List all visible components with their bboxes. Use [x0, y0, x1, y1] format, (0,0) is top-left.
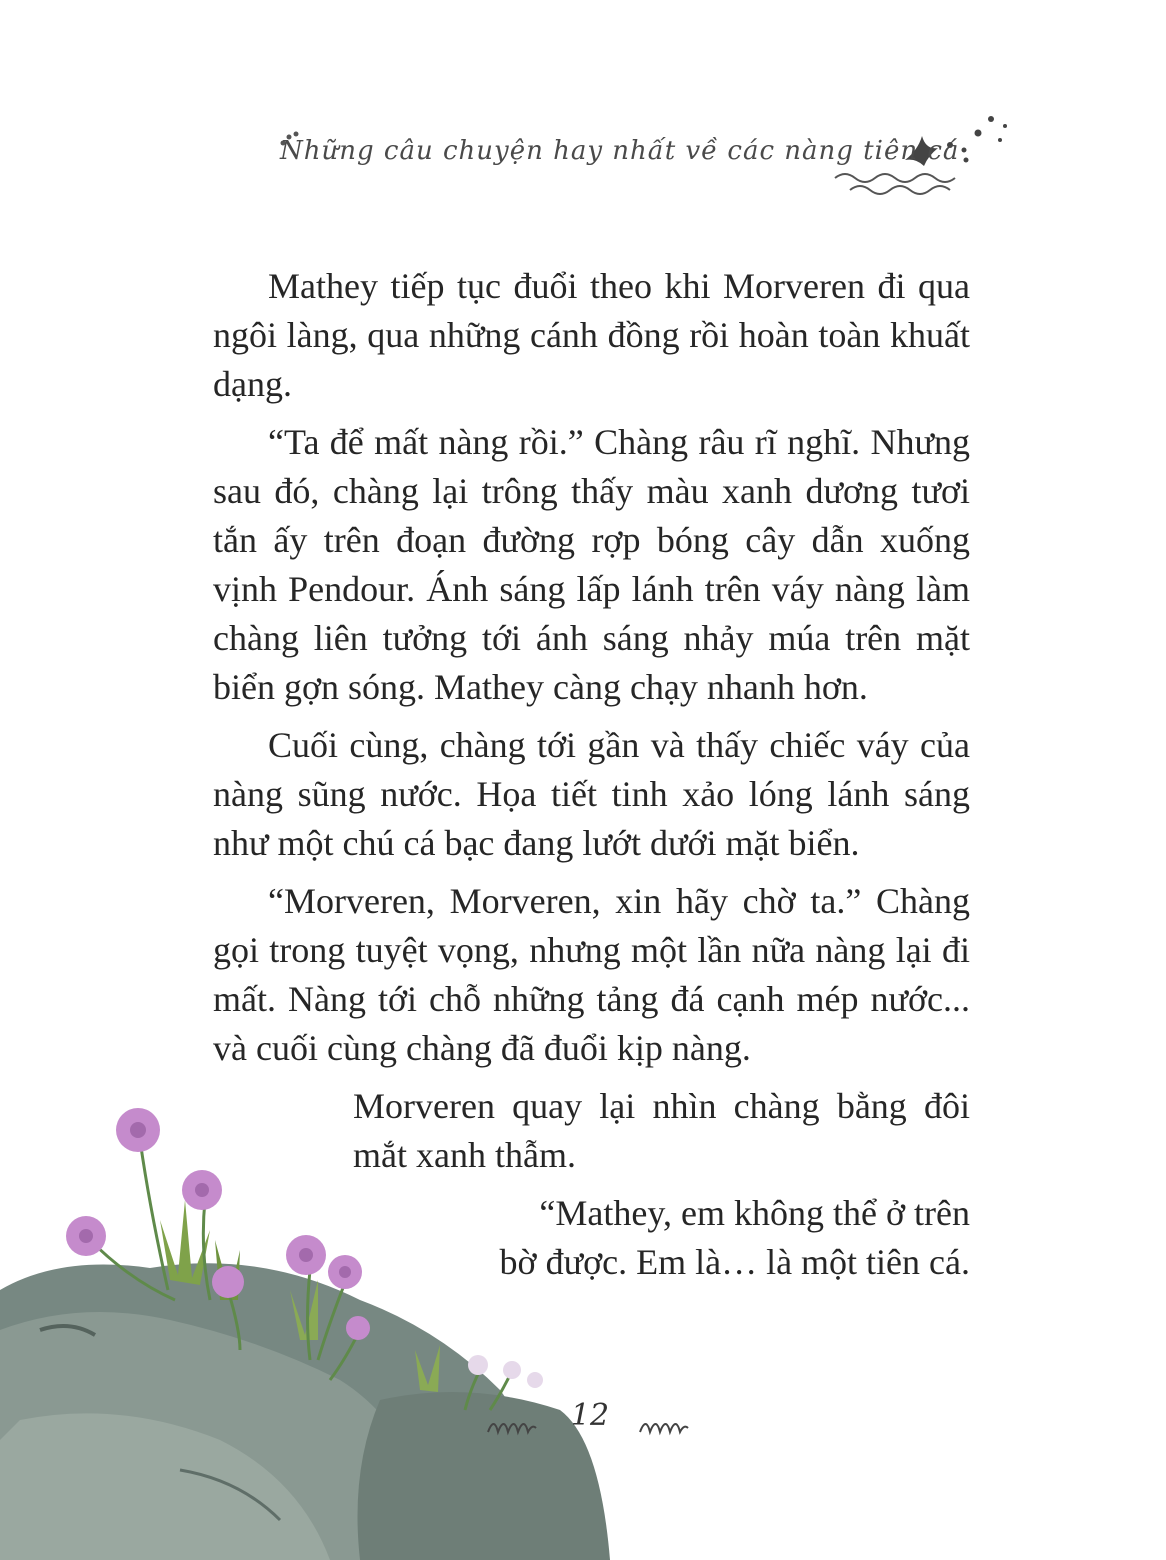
- paragraph: “Morveren, Morveren, xin hãy chờ ta.” Chàng gọi trong tuyệt vọng, nhưng một lần nữa nàng lại đi mất. Nàng tới chỗ những tảng đá cạnh mép nước... và cuối cùng chàng đã đuổi kịp nàng.: [213, 881, 970, 1068]
- header-title: Những câu chuyện hay nhất về các nàng tiên cá: [280, 136, 960, 166]
- paragraph: Mathey tiếp tục đuổi theo khi Morveren đi qua ngôi làng, qua những cánh đồng rồi hoàn toàn khuất dạng.: [213, 266, 970, 404]
- paragraph: “Ta để mất nàng rồi.” Chàng râu rĩ nghĩ. Nhưng sau đó, chàng lại trông thấy màu xanh dương tươi tắn ấy trên đoạn đường rợp bóng cây dẫn xuống vịnh Pendour. Ánh sáng lấp lánh trên váy nàng làm chàng liên tưởng tới ánh sáng nhảy múa trên mặt biển gợn sóng. Mathey càng chạy nhanh hơn.: [213, 422, 970, 707]
- paragraph: “Mathey, em không thể ở trên bờ được. Em là… là một tiên cá.: [499, 1193, 970, 1282]
- page-number: 12: [570, 1398, 610, 1433]
- story-text: [213, 262, 970, 1296]
- paragraph: Cuối cùng, chàng tới gần và thấy chiếc váy của nàng sũng nước. Họa tiết tinh xảo lóng lánh sáng như một chú cá bạc đang lướt dưới mặt biển.: [213, 725, 970, 863]
- paragraph: Morveren quay lại nhìn chàng bằng đôi mắt xanh thẫm.: [353, 1086, 970, 1175]
